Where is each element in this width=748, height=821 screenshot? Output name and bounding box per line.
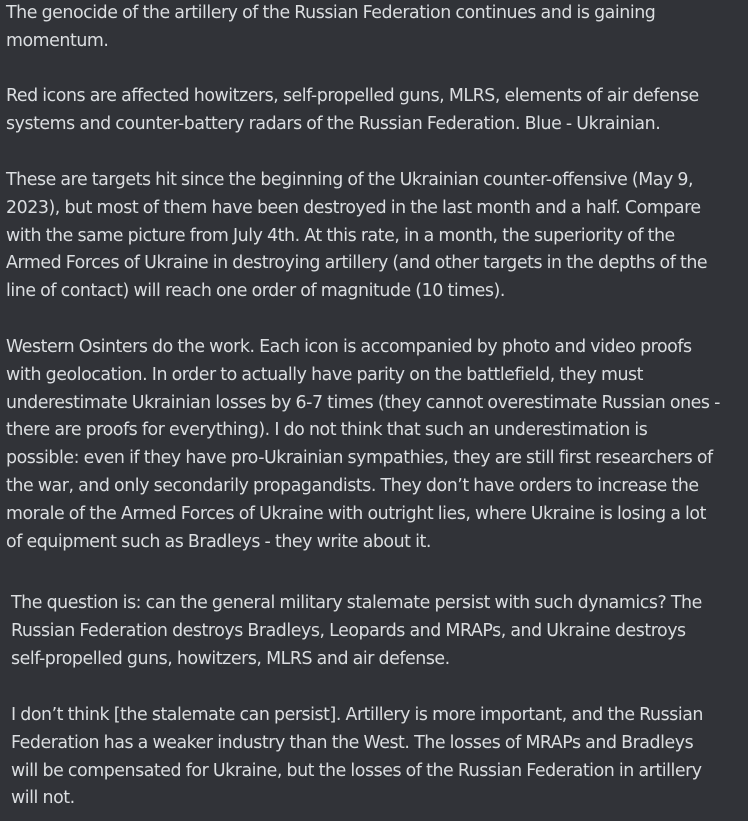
text-line: of equipment such as Bradleys - they write about it. xyxy=(6,531,431,552)
text-line: Armed Forces of Ukraine in destroying artillery (and other targets in the depths of the xyxy=(6,253,708,274)
text-line: Federation has a weaker industry than the West. The losses of MRAPs and Bradleys xyxy=(11,732,694,753)
text-line: morale of the Armed Forces of Ukraine with outright lies, where Ukraine is losing a lot xyxy=(6,503,706,524)
text-line: Western Osinters do the work. Each icon is accompanied by photo and video proofs xyxy=(6,337,692,357)
paragraph-5 xyxy=(11,590,702,673)
text-line: will be compensated for Ukraine, but the losses of the Russian Federation in artillery xyxy=(11,760,702,781)
paragraph-1 xyxy=(6,0,655,56)
text-line: momentum. xyxy=(6,30,109,51)
text-line: the war, and only secondarily propagandists. They don’t have orders to increase the xyxy=(6,475,699,496)
text-line: The genocide of the artillery of the Russian Federation continues and is gaining xyxy=(6,3,656,23)
text-line: possible: even if they have pro-Ukrainian sympathies, they are still first researchers of xyxy=(6,448,713,469)
text-line: line of contact) will reach one order of magnitude (10 times). xyxy=(6,281,505,302)
text-line: there are proofs for everything). I do not think that such an underestimation is xyxy=(6,420,648,441)
text-line: The question is: can the general military stalemate persist with such dynamics? The xyxy=(11,593,702,613)
text-line: These are targets hit since the beginning of the Ukrainian counter-offensive (May 9, xyxy=(6,170,694,190)
paragraph-4 xyxy=(6,334,720,556)
text-line: underestimate Ukrainian losses by 6-7 times (they cannot overestimate Russian ones - xyxy=(6,392,720,413)
text-line: I don’t think [the stalemate can persist]. Artillery is more important, and the Russian xyxy=(11,705,703,725)
text-line: with the same picture from July 4th. At this rate, in a month, the superiority of the xyxy=(6,225,675,246)
text-line: Russian Federation destroys Bradleys, Leopards and MRAPs, and Ukraine destroys xyxy=(11,620,686,641)
text-line: Red icons are affected howitzers, self-propelled guns, MLRS, elements of air defense xyxy=(6,86,699,106)
text-line: will not. xyxy=(11,788,75,809)
paragraph-2 xyxy=(6,83,699,139)
paragraph-6 xyxy=(11,702,703,813)
text-line: 2023), but most of them have been destroyed in the last month and a half. Compare xyxy=(6,197,701,218)
text-line: with geolocation. In order to actually have parity on the battlefield, they must xyxy=(6,364,644,385)
text-line: self-propelled guns, howitzers, MLRS and air defense. xyxy=(11,648,450,669)
paragraph-3 xyxy=(6,167,707,306)
text-line: systems and counter-battery radars of the Russian Federation. Blue - Ukrainian. xyxy=(6,113,661,134)
